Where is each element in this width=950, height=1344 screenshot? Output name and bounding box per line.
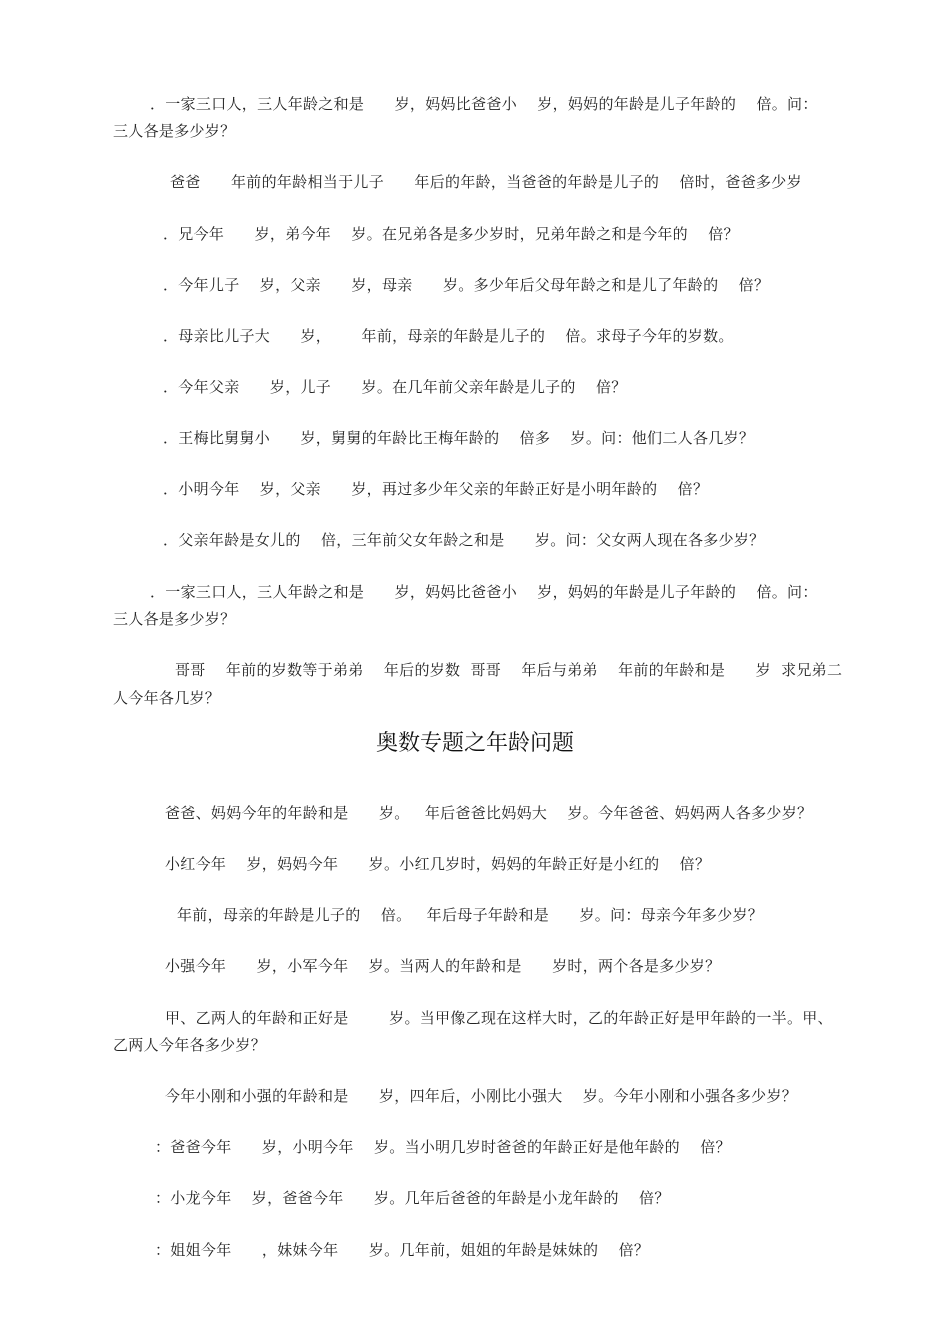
problem-4: ．今年儿子 岁，父亲 岁，母亲 岁。多少年后父母年龄之和是儿了年龄的 倍？ [163, 276, 770, 294]
problem-10-line-1: ．一家三口人，三人年龄之和是 岁，妈妈比爸爸小 岁，妈妈的年龄是儿子年龄的 倍。问： [150, 583, 818, 601]
problem-9: ．父亲年龄是女儿的 倍，三年前父女年龄之和是 岁。问：父女两人现在各多少岁？ [163, 531, 765, 549]
problem-10-line-2: 三人各是多少岁？ [113, 610, 236, 628]
section-problem-3: 年前，母亲的年龄是儿子的 倍。 年后母子年龄和是 岁。问：母亲今年多少岁？ [177, 906, 764, 924]
problem-8: ．小明今年 岁，父亲 岁，再过多少年父亲的年龄正好是小明年龄的 倍？ [163, 480, 709, 498]
problem-7: ．王梅比舅舅小 岁，舅舅的年龄比王梅年龄的 倍多 岁。问：他们二人各几岁？ [163, 429, 755, 447]
section-problem-5-line-1: 甲、乙两人的年龄和正好是 岁。当甲像乙现在这样大时，乙的年龄正好是甲年龄的一半。甲、 [165, 1009, 833, 1027]
problem-3: ．兄今年 岁，弟今年 岁。在兄弟各是多少岁时，兄弟年龄之和是今年的 倍？ [163, 225, 739, 243]
problem-1-line-2: 三人各是多少岁？ [113, 122, 236, 140]
section-problem-1: 爸爸、妈妈今年的年龄和是 岁。 年后爸爸比妈妈大 岁。今年爸爸、妈妈两人各多少岁？ [165, 804, 813, 822]
problem-11-line-2: 人今年各几岁？ [113, 689, 221, 707]
problem-6: ．今年父亲 岁，儿子 岁。在几年前父亲年龄是儿子的 倍？ [163, 378, 627, 396]
section-problem-9: ：姐姐今年 ，妹妹今年 岁。几年前，姐姐的年龄是妹妹的 倍？ [155, 1241, 650, 1259]
problem-5: ．母亲比儿子大 岁， 年前，母亲的年龄是儿子的 倍。求母子今年的岁数。 [163, 327, 734, 345]
section-title: 奥数专题之年龄问题 [375, 731, 574, 756]
section-problem-4: 小强今年 岁，小军今年 岁。当两人的年龄和是 岁时，两个各是多少岁？ [165, 957, 721, 975]
section-problem-8: ：小龙今年 岁，爸爸今年 岁。几年后爸爸的年龄是小龙年龄的 倍？ [155, 1189, 670, 1207]
problem-11-line-1: 哥哥 年前的岁数等于弟弟 年后的岁数 哥哥 年后与弟弟 年前的年龄和是 岁 求兄弟二 [175, 661, 843, 679]
problem-2: 爸爸 年前的年龄相当于儿子 年后的年龄，当爸爸的年龄是儿子的 倍时，爸爸多少岁 [170, 173, 802, 191]
section-problem-5-line-2: 乙两人今年各多少岁？ [113, 1036, 267, 1054]
section-problem-7: ：爸爸今年 岁，小明今年 岁。当小明几岁时爸爸的年龄正好是他年龄的 倍？ [155, 1138, 731, 1156]
section-problem-6: 今年小刚和小强的年龄和是 岁，四年后，小刚比小强大 岁。今年小刚和小强各多少岁？ [165, 1087, 798, 1105]
problem-1-line-1: ．一家三口人，三人年龄之和是 岁，妈妈比爸爸小 岁，妈妈的年龄是儿子年龄的 倍。问： [150, 95, 818, 113]
section-problem-2: 小红今年 岁，妈妈今年 岁。小红几岁时，妈妈的年龄正好是小红的 倍？ [165, 855, 711, 873]
